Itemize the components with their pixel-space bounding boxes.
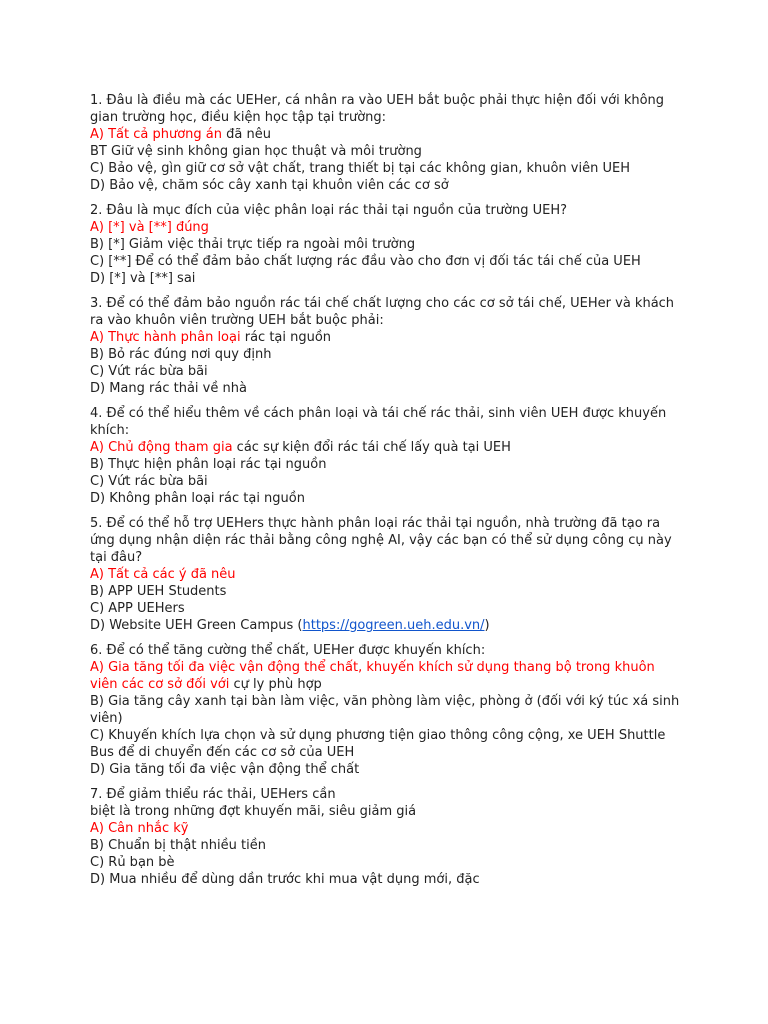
question-7 [90,786,680,888]
option-d: D) Mang rác thải về nhà [90,381,247,396]
option-d-prefix: D) Website UEH Green Campus ( [90,618,303,633]
option-c: C) Khuyến khích lựa chọn và sử dụng phương tiện giao thông công cộng, xe UEH Shuttle [90,728,666,743]
correct-answer [90,820,680,837]
question-text: 7. Để giảm thiểu rác thải, UEHers cần [90,787,336,802]
correct-answer [90,439,680,456]
option-b: B) Chuẩn bị thật nhiều tiền [90,838,266,853]
option-d [90,617,680,634]
document-page [90,92,680,896]
answer-rest: rác tại nguồn [240,330,332,345]
question-5 [90,515,680,634]
option-d: D) Gia tăng tối đa việc vận động thể chất [90,762,360,777]
question-1 [90,92,680,194]
correct-answer [90,126,680,143]
answer-highlight: A) [*] và [**] đúng [90,220,209,235]
answer-highlight: A) Thực hành phân loại [90,330,241,345]
option-c: C) Bảo vệ, gìn giữ cơ sở vật chất, trang thiết bị tại các không gian, khuôn viên UEH [90,161,630,176]
question-text: 3. Để có thể đảm bảo nguồn rác tái chế chất lượng cho các cơ sở tái chế, UEHer và khách ra vào khuôn viên trường UEH bắt buộc phải: [90,296,675,328]
option-c: C) APP UEHers [90,601,185,616]
option-b: B) [*] Giảm việc thải trực tiếp ra ngoài môi trường [90,237,416,252]
question-text-cont: biệt là trong những đợt khuyến mãi, siêu giảm giá [90,804,417,819]
option-d: D) [*] và [**] sai [90,271,196,286]
answer-highlight: A) Tất cả các ý đã nêu [90,567,236,582]
question-text: 1. Đâu là điều mà các UEHer, cá nhân ra vào UEH bắt buộc phải thực hiện đối với không gian trường học, điều kiện học tập tại trường: [90,93,665,125]
option-c: C) Rủ bạn bè [90,855,175,870]
option-c: C) Vứt rác bừa bãi [90,364,208,379]
question-6 [90,642,680,778]
option-b: B) Bỏ rác đúng nơi quy định [90,347,272,362]
question-text: 5. Để có thể hỗ trợ UEHers thực hành phân loại rác thải tại nguồn, nhà trường đã tạo ra ứng dụng nhận diện rác thải bằng công nghệ AI, vậy các bạn có thể sử dụng công cụ này tại đâu? [90,516,672,565]
gogreen-website-link[interactable]: https://gogreen.ueh.edu.vn/ [302,618,485,633]
option-c: C) Vứt rác bừa bãi [90,474,208,489]
question-3 [90,295,680,397]
answer-highlight: A) Chủ động tham gia [90,440,233,455]
answer-highlight: A) Tất cả phương án [90,127,222,142]
question-text: 6. Để có thể tăng cường thể chất, UEHer được khuyến khích: [90,643,486,658]
correct-answer [90,566,680,583]
question-text: 4. Để có thể hiểu thêm về cách phân loại và tái chế rác thải, sinh viên UEH được khuyến khích: [90,406,667,438]
answer-rest: cự ly phù hợp [229,677,322,692]
option-b: B) Gia tăng cây xanh tại bàn làm việc, văn phòng làm việc, phòng ở (đối với ký túc xá sinh [90,694,680,709]
correct-answer-line: A) Gia tăng tối đa việc vận động thể chất, khuyến khích sử dụng thang bộ trong khuôn [90,660,655,675]
option-b-cont: viên) [90,711,123,726]
correct-answer [90,219,680,236]
question-2 [90,202,680,287]
option-b: B) Thực hiện phân loại rác tại nguồn [90,457,327,472]
question-text: 2. Đâu là mục đích của việc phân loại rác thải tại nguồn của trường UEH? [90,203,568,218]
option-c-cont: Bus để di chuyển đến các cơ sở của UEH [90,745,355,760]
option-c: C) [**] Để có thể đảm bảo chất lượng rác đầu vào cho đơn vị đối tác tái chế của UEH [90,254,641,269]
option-d: D) Mua nhiều để dùng dần trước khi mua vật dụng mới, đặc [90,872,480,887]
option-b: B) APP UEH Students [90,584,227,599]
option-b: BT Giữ vệ sinh không gian học thuật và môi trường [90,144,422,159]
option-d: D) Không phân loại rác tại nguồn [90,491,305,506]
option-d: D) Bảo vệ, chăm sóc cây xanh tại khuôn viên các cơ sở [90,178,449,193]
answer-rest: các sự kiện đổi rác tái chế lấy quà tại UEH [232,440,511,455]
correct-answer [90,329,680,346]
answer-rest: đã nêu [222,127,271,142]
answer-highlight: A) Cân nhắc kỹ [90,821,189,836]
question-4 [90,405,680,507]
correct-answer [90,676,680,693]
answer-highlight: viên các cơ sở đối với [90,677,230,692]
option-d-suffix: ) [484,618,490,633]
